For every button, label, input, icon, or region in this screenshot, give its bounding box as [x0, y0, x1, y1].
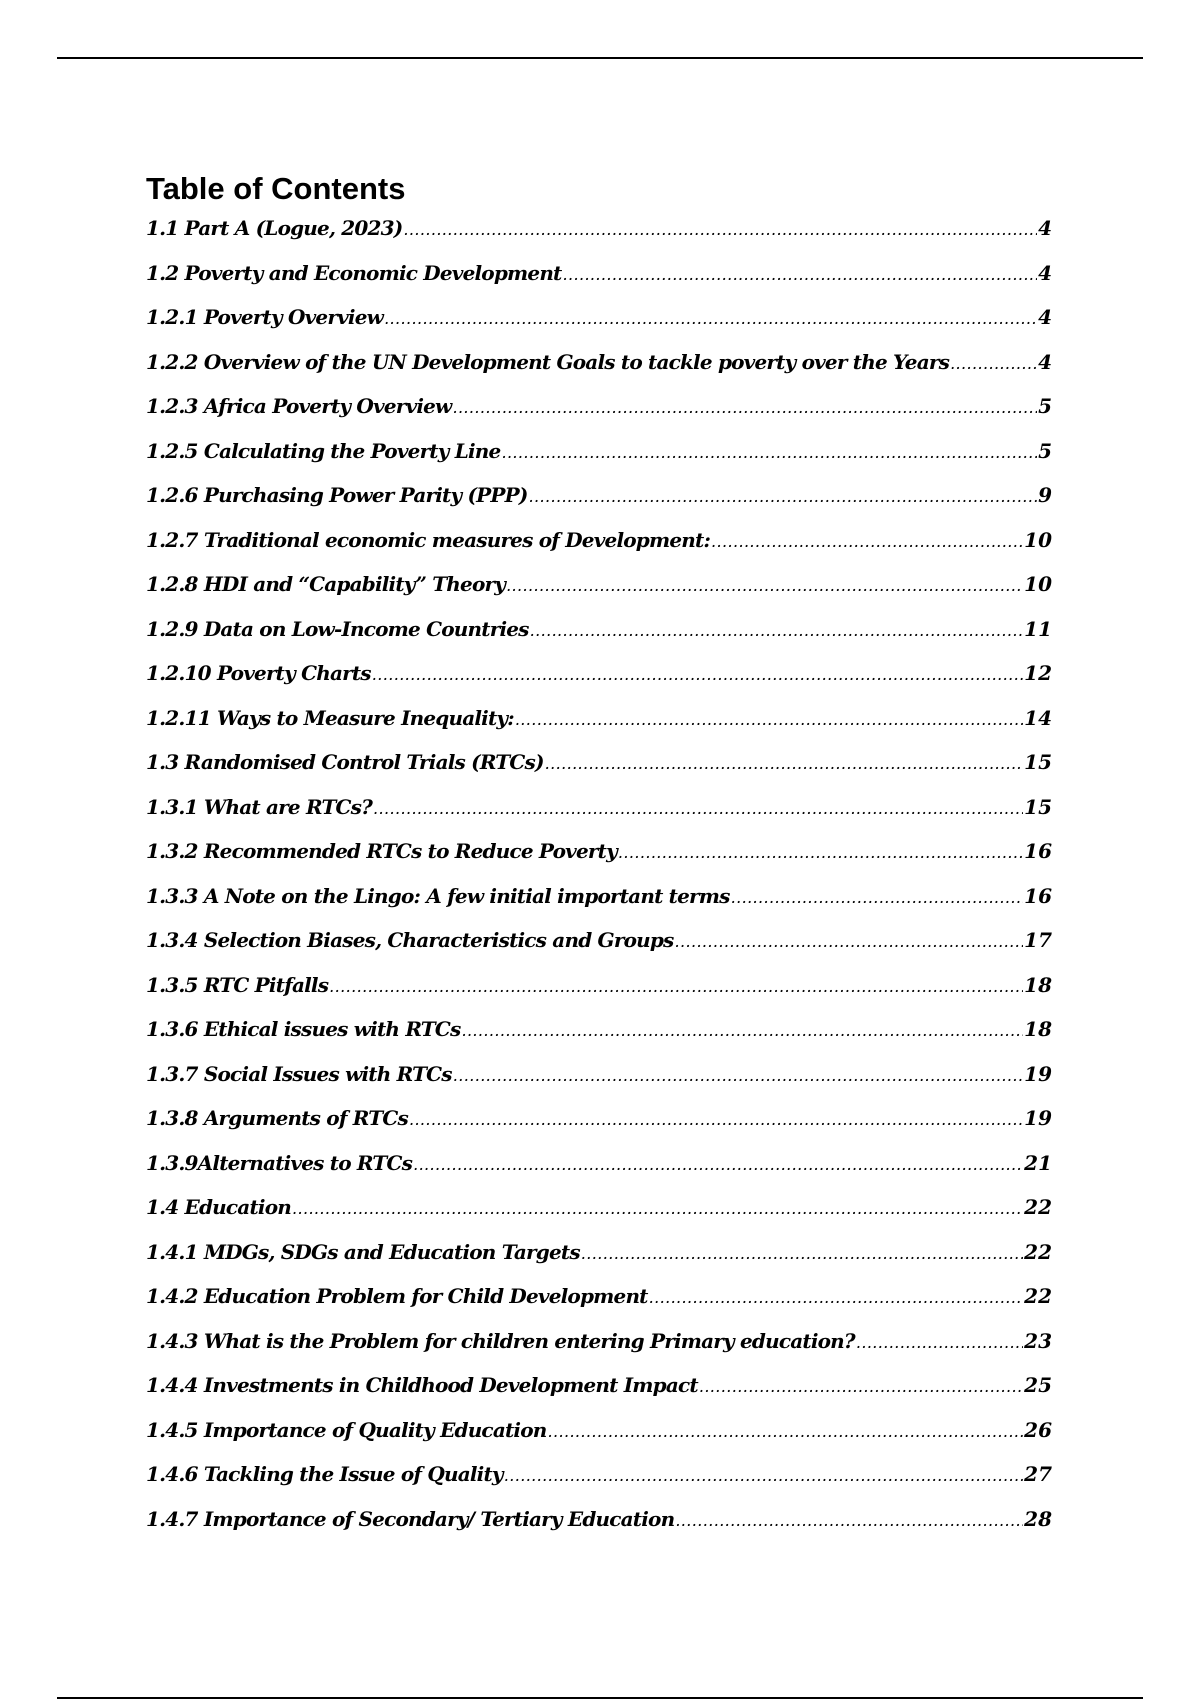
toc-entry[interactable]: [146, 1462, 1052, 1507]
toc-title: Table of Contents: [146, 171, 406, 206]
toc-dot-leader: [501, 443, 1037, 462]
toc-entry-page[interactable]: 19: [1024, 1061, 1052, 1086]
toc-dot-leader: [545, 754, 1024, 773]
toc-dot-leader: [856, 1333, 1023, 1352]
toc-entry-label[interactable]: 1.3.1 What are RTCs?: [146, 794, 373, 819]
toc-dot-leader: [731, 888, 1024, 907]
toc-entry-page[interactable]: 11: [1024, 616, 1052, 641]
toc-dot-leader: [506, 576, 1023, 595]
toc-entry-label[interactable]: 1.4 Education: [146, 1195, 291, 1219]
toc-dot-leader: [515, 710, 1023, 729]
toc-entry-label[interactable]: 1.4.7 Importance of Secondary/ Tertiary Education: [146, 1506, 675, 1531]
toc-entry-label[interactable]: 1.3.3 A Note on the Lingo: A few initial important terms: [146, 883, 730, 908]
toc-dot-leader: [373, 799, 1023, 818]
toc-entry[interactable]: [146, 1062, 1052, 1107]
table-of-contents: [146, 168, 1052, 1551]
toc-entry-label[interactable]: 1.3 Randomised Control Trials (RTCs): [146, 750, 544, 774]
toc-dot-leader: [529, 487, 1038, 506]
toc-entry-page[interactable]: 22: [1024, 1239, 1052, 1264]
toc-entry-page[interactable]: 15: [1024, 750, 1052, 774]
toc-entry-page[interactable]: 22: [1024, 1195, 1052, 1219]
toc-entry-page[interactable]: 25: [1024, 1373, 1052, 1397]
toc-entry-page[interactable]: 14: [1024, 705, 1052, 730]
toc-dot-leader: [292, 1199, 1023, 1218]
toc-dot-leader: [504, 1466, 1023, 1485]
toc-entry-label[interactable]: 1.4.5 Importance of Quality Education: [146, 1417, 547, 1442]
toc-dot-leader: [384, 309, 1037, 328]
toc-entry[interactable]: [146, 1373, 1052, 1418]
toc-entry[interactable]: [146, 1017, 1052, 1062]
toc-entry-page[interactable]: 19: [1024, 1106, 1052, 1130]
toc-entry-page[interactable]: 4: [1038, 216, 1052, 240]
toc-dot-leader: [409, 1110, 1023, 1129]
toc-entry[interactable]: [146, 305, 1052, 350]
toc-dot-leader: [372, 665, 1023, 684]
toc-entry[interactable]: [146, 706, 1052, 751]
toc-entry-label[interactable]: 1.2.8 HDI and “Capability” Theory: [146, 572, 506, 596]
toc-entry-page[interactable]: 5: [1038, 438, 1052, 463]
toc-entry[interactable]: [146, 973, 1052, 1018]
toc-entry-label[interactable]: 1.2.5 Calculating the Poverty Line: [146, 438, 501, 463]
toc-entry-label[interactable]: 1.2.2 Overview of the UN Development Goals to tackle poverty over the Years: [146, 349, 950, 374]
toc-entry-page[interactable]: 18: [1024, 1017, 1052, 1041]
toc-entry-label[interactable]: 1.3.4 Selection Biases, Characteristics and Groups: [146, 928, 674, 952]
toc-dot-leader: [329, 977, 1023, 996]
toc-dot-leader: [548, 1422, 1024, 1441]
toc-entry-page[interactable]: 15: [1024, 794, 1052, 819]
toc-dot-leader: [563, 265, 1038, 284]
toc-entry-label[interactable]: 1.3.6 Ethical issues with RTCs: [146, 1017, 461, 1041]
toc-entry[interactable]: [146, 439, 1052, 484]
toc-entry-label[interactable]: 1.2 Poverty and Economic Development: [146, 260, 562, 285]
toc-dot-leader: [413, 1155, 1023, 1174]
toc-entry-page[interactable]: 22: [1024, 1284, 1052, 1308]
toc-entry[interactable]: [146, 617, 1052, 662]
toc-entry[interactable]: [146, 394, 1052, 439]
toc-entry-label[interactable]: 1.4.6 Tackling the Issue of Quality: [146, 1462, 503, 1486]
toc-entry[interactable]: [146, 928, 1052, 973]
toc-entry-label[interactable]: 1.2.6 Purchasing Power Parity (PPP): [146, 483, 528, 507]
toc-entry[interactable]: [146, 750, 1052, 795]
toc-entry[interactable]: [146, 795, 1052, 840]
toc-entry-label[interactable]: 1.4.3 What is the Problem for children entering Primary education?: [146, 1328, 855, 1353]
toc-entry[interactable]: [146, 572, 1052, 617]
footer-rule: [57, 1697, 1143, 1699]
toc-entry[interactable]: [146, 661, 1052, 706]
toc-dot-leader: [403, 220, 1037, 239]
toc-entry-page[interactable]: 27: [1024, 1462, 1052, 1486]
toc-entry[interactable]: [146, 1240, 1052, 1285]
toc-dot-leader: [461, 1021, 1023, 1040]
toc-entry[interactable]: [146, 839, 1052, 884]
toc-entry[interactable]: [146, 483, 1052, 528]
toc-entry-page[interactable]: 4: [1038, 260, 1052, 285]
toc-dot-leader: [453, 1066, 1023, 1085]
toc-entry-page[interactable]: 26: [1024, 1417, 1052, 1442]
toc-entry[interactable]: [146, 261, 1052, 306]
toc-entry-page[interactable]: 28: [1024, 1506, 1052, 1531]
toc-entry-page[interactable]: 16: [1024, 883, 1052, 908]
toc-entry[interactable]: [146, 528, 1052, 573]
toc-entry[interactable]: [146, 1106, 1052, 1151]
toc-dot-leader: [675, 1511, 1023, 1530]
toc-entry-page[interactable]: 10: [1024, 572, 1052, 596]
toc-entry-page[interactable]: 17: [1024, 928, 1052, 952]
toc-entry-page[interactable]: 12: [1024, 661, 1052, 685]
toc-entry-label[interactable]: 1.3.8 Arguments of RTCs: [146, 1106, 408, 1130]
toc-entry-page[interactable]: 5: [1038, 394, 1052, 418]
toc-entry-label[interactable]: 1.2.11 Ways to Measure Inequality:: [146, 705, 514, 730]
toc-dot-leader: [950, 354, 1037, 373]
toc-entry-label[interactable]: 1.3.9Alternatives to RTCs: [146, 1150, 413, 1175]
toc-entry-page[interactable]: 23: [1024, 1328, 1052, 1353]
toc-entry-page[interactable]: 4: [1038, 305, 1052, 329]
toc-entry-label[interactable]: 1.2.10 Poverty Charts: [146, 661, 371, 685]
toc-entry-label[interactable]: 1.2.9 Data on Low-Income Countries: [146, 616, 529, 641]
toc-entry-label[interactable]: 1.3.2 Recommended RTCs to Reduce Poverty: [146, 839, 617, 863]
toc-dot-leader: [530, 621, 1024, 640]
toc-list: [146, 216, 1052, 1551]
toc-entry-page[interactable]: 9: [1038, 483, 1052, 507]
toc-entry-page[interactable]: 10: [1024, 527, 1052, 552]
toc-entry-page[interactable]: 21: [1024, 1150, 1052, 1175]
header-rule: [57, 57, 1143, 59]
toc-dot-leader: [711, 532, 1023, 551]
toc-entry[interactable]: [146, 1195, 1052, 1240]
toc-entry-page[interactable]: 16: [1024, 839, 1052, 863]
toc-entry-label[interactable]: 1.1 Part A (Logue, 2023): [146, 216, 403, 240]
toc-entry-label[interactable]: 1.4.4 Investments in Childhood Development Impact: [146, 1373, 698, 1397]
toc-entry[interactable]: [146, 216, 1052, 261]
toc-entry-label[interactable]: 1.4.2 Education Problem for Child Development: [146, 1284, 648, 1308]
toc-entry-label[interactable]: 1.3.7 Social Issues with RTCs: [146, 1061, 452, 1086]
toc-dot-leader: [675, 932, 1024, 951]
toc-dot-leader: [581, 1244, 1023, 1263]
toc-entry[interactable]: [146, 1507, 1052, 1552]
toc-entry[interactable]: [146, 1151, 1052, 1196]
toc-dot-leader: [649, 1288, 1024, 1307]
toc-entry[interactable]: [146, 1418, 1052, 1463]
toc-dot-leader: [452, 398, 1037, 417]
toc-entry-page[interactable]: 18: [1024, 972, 1052, 997]
toc-dot-leader: [699, 1377, 1023, 1396]
toc-entry-label[interactable]: 1.2.3 Africa Poverty Overview: [146, 394, 452, 418]
toc-entry-label[interactable]: 1.2.7 Traditional economic measures of Development:: [146, 527, 711, 552]
toc-dot-leader: [618, 843, 1023, 862]
toc-entry-label[interactable]: 1.2.1 Poverty Overview: [146, 305, 384, 329]
toc-entry-label[interactable]: 1.3.5 RTC Pitfalls: [146, 972, 329, 997]
toc-entry[interactable]: [146, 884, 1052, 929]
toc-entry[interactable]: [146, 1329, 1052, 1374]
toc-entry[interactable]: [146, 350, 1052, 395]
toc-entry-page[interactable]: 4: [1038, 349, 1052, 374]
toc-entry[interactable]: [146, 1284, 1052, 1329]
toc-entry-label[interactable]: 1.4.1 MDGs, SDGs and Education Targets: [146, 1239, 580, 1264]
